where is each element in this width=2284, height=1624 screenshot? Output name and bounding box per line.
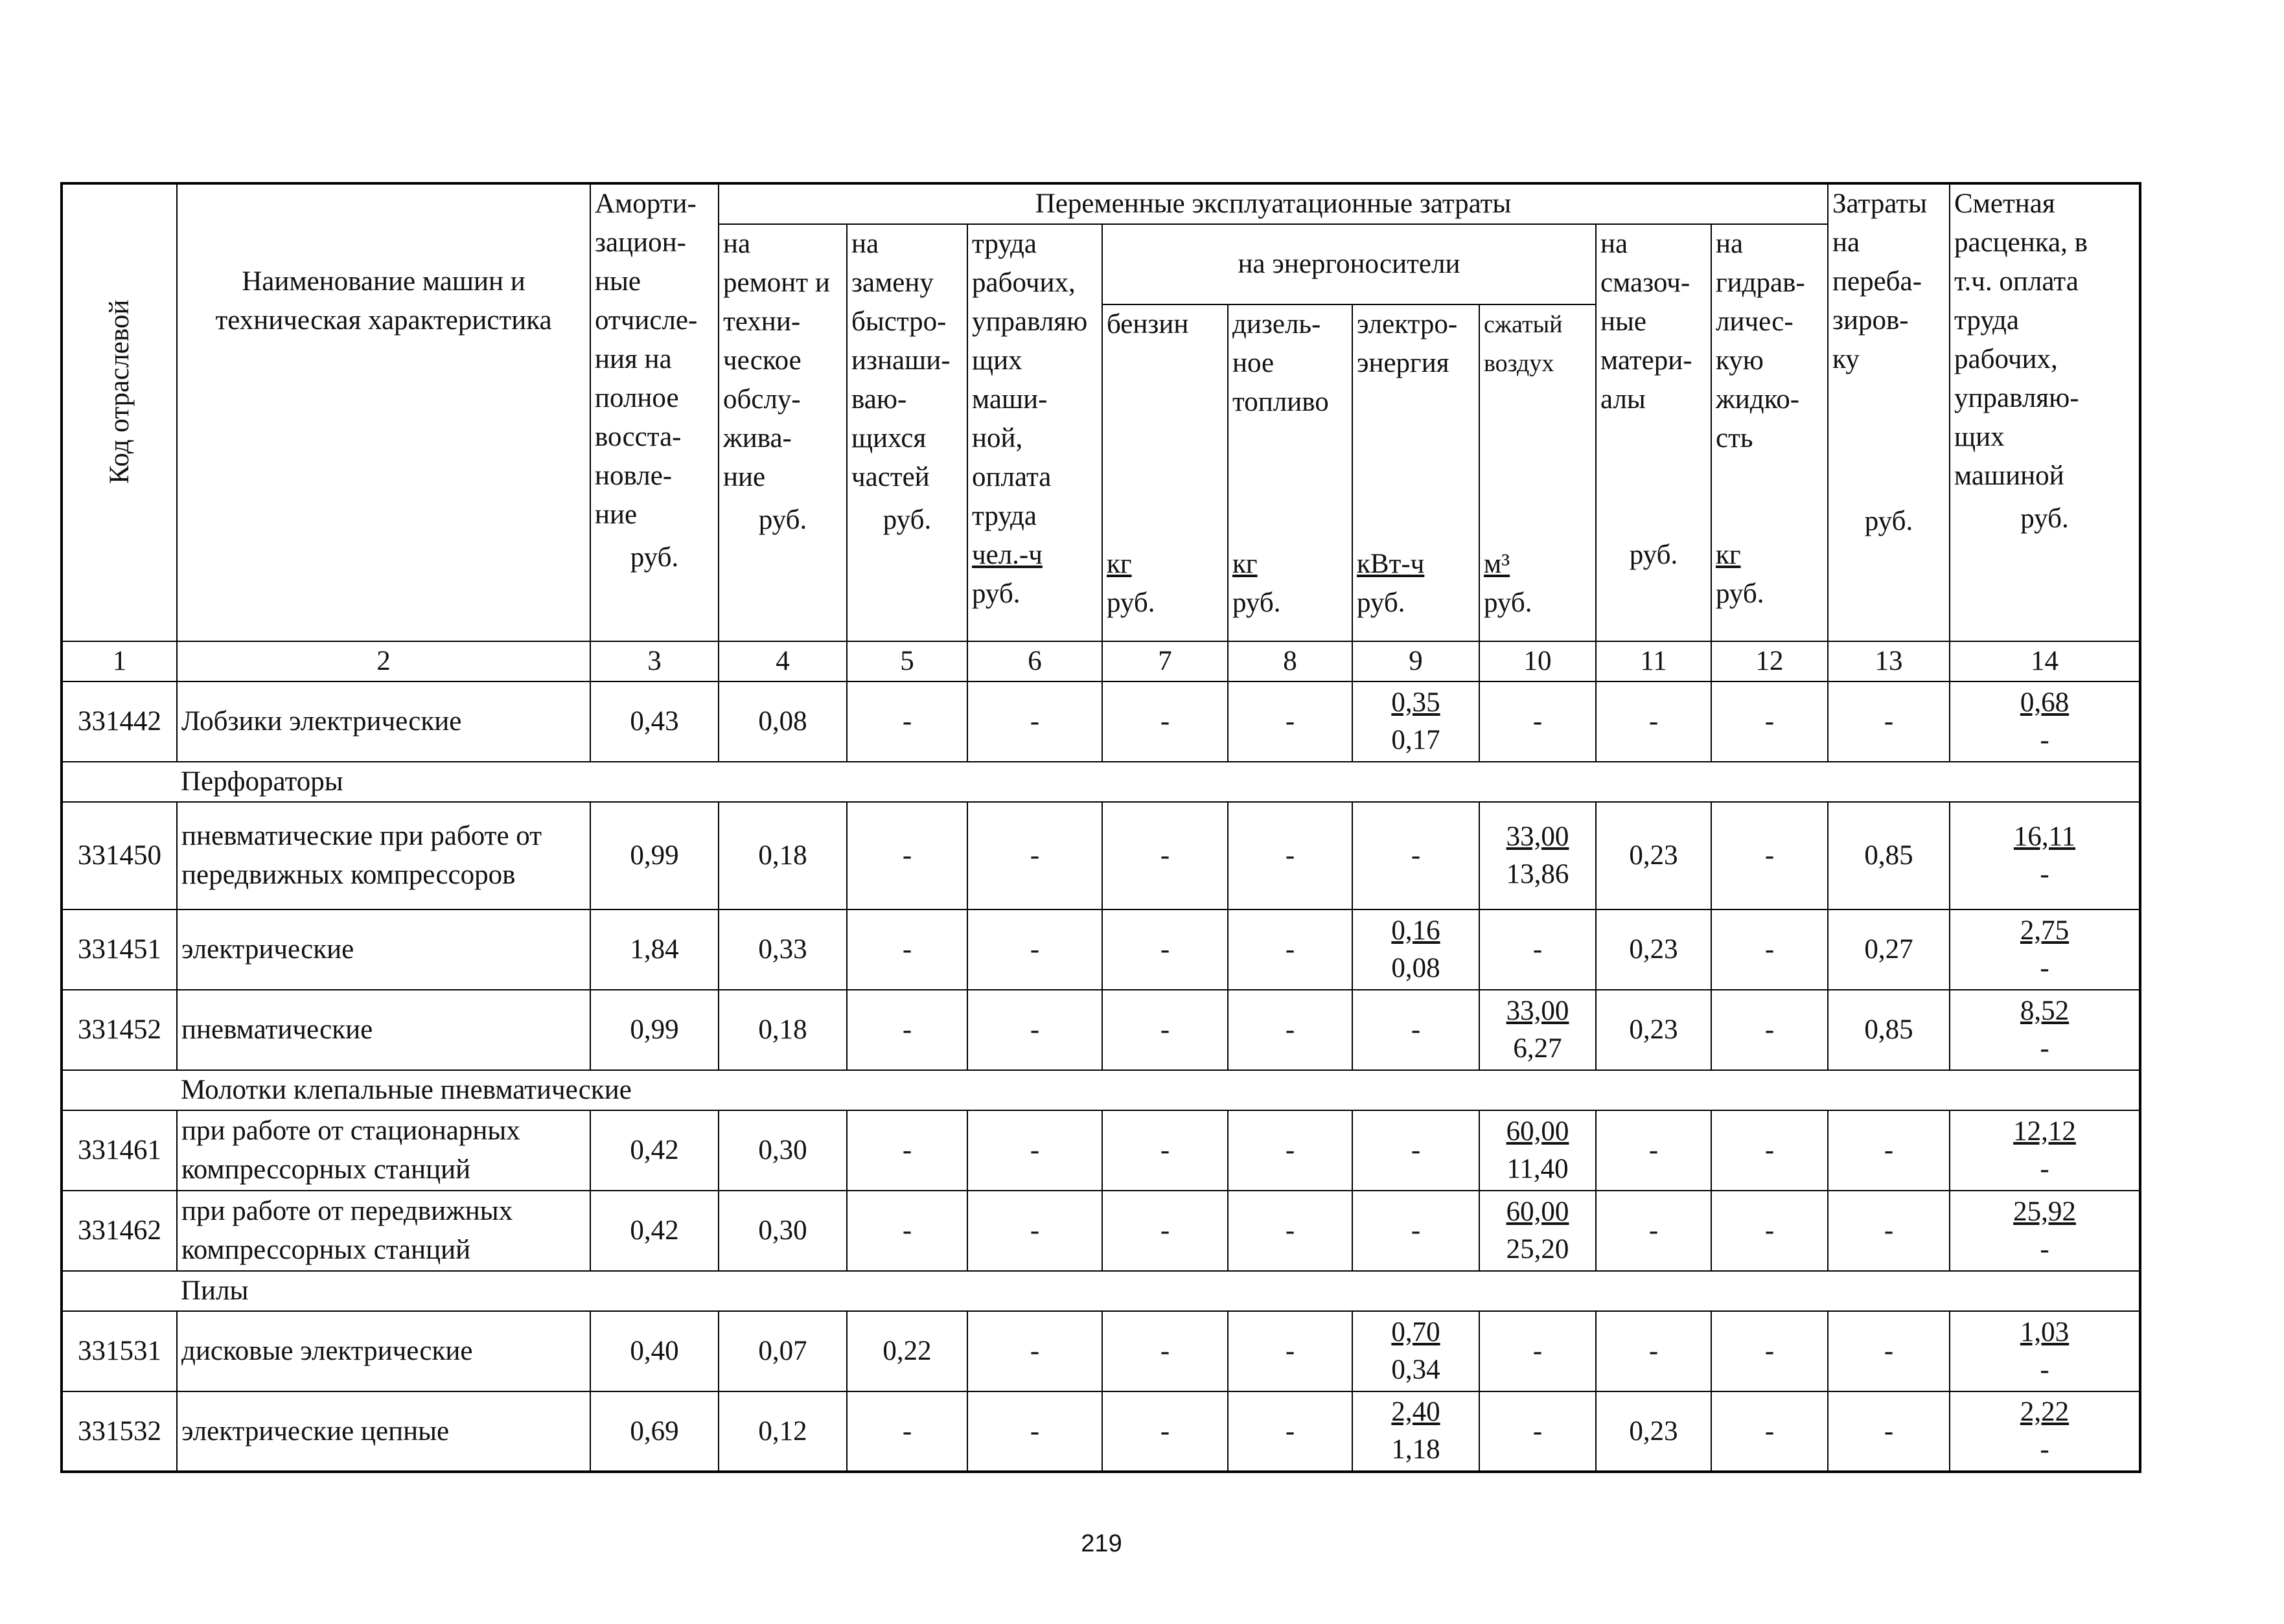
header-diesel-unit: руб.: [1232, 588, 1281, 618]
header-energy: на энергоносители: [1102, 224, 1596, 304]
table-header: [62, 183, 2140, 641]
machine-name: пневматические при работе от передвижных компрессоров: [177, 802, 590, 909]
fraction-bottom: -: [2040, 1354, 2049, 1385]
fraction-bottom: 1,18: [1391, 1434, 1440, 1465]
header-name-label: Наименование машин и техническая характеристика: [215, 266, 552, 336]
header-name: [177, 183, 590, 641]
header-lubricants-unit: руб.: [1629, 540, 1678, 570]
cell-c4: 0,08: [719, 681, 847, 762]
header-variable-costs: Переменные эксплуатационные затраты: [719, 183, 1828, 224]
cell-c11: 0,23: [1596, 1391, 1711, 1472]
column-number: 6: [967, 641, 1102, 681]
fraction-value: [1391, 1314, 1440, 1389]
header-amortization: [590, 183, 719, 641]
cell-c13: 0,27: [1828, 909, 1950, 990]
fraction-value: [2013, 1113, 2076, 1188]
fraction-top: 2,75: [2020, 915, 2070, 946]
header-code: [62, 183, 177, 641]
fraction-top: 0,35: [1391, 687, 1440, 718]
cell-c14: [1950, 1311, 2140, 1391]
cell-c11: 0,23: [1596, 990, 1711, 1070]
fraction-top: 33,00: [1506, 995, 1569, 1026]
header-estimate: [1950, 183, 2140, 641]
fraction-value: [1391, 684, 1440, 759]
cell-c11: -: [1596, 1311, 1711, 1391]
cell-c14: [1950, 681, 2140, 762]
fraction-top: 12,12: [2013, 1115, 2076, 1147]
cell-c3: 0,42: [590, 1110, 719, 1191]
cell-c4: 0,12: [719, 1391, 847, 1472]
cell-c10: -: [1479, 681, 1596, 762]
table-row: [62, 681, 2140, 762]
cell-c5: -: [847, 990, 967, 1070]
cell-c14: [1950, 802, 2140, 909]
group-row: [62, 762, 2140, 802]
header-petrol-label: бензин: [1107, 309, 1189, 339]
cell-c13: -: [1828, 1311, 1950, 1391]
cell-c14: [1950, 909, 2140, 990]
fraction-value: [2014, 818, 2075, 893]
column-number: 1: [62, 641, 177, 681]
header-electricity: [1352, 304, 1479, 641]
cell-c9: [1352, 1391, 1479, 1472]
header-electricity-unit-top: кВт-ч: [1357, 549, 1425, 579]
fraction-bottom: -: [2040, 858, 2049, 889]
cell-c6: -: [967, 802, 1102, 909]
header-repair-unit: руб.: [758, 505, 807, 535]
header-electricity-unit: руб.: [1357, 588, 1405, 618]
header-amortization-unit: руб.: [630, 542, 679, 573]
cell-c14: [1950, 1110, 2140, 1191]
fraction-top: 16,11: [2013, 821, 2076, 852]
column-number: 13: [1828, 641, 1950, 681]
machine-name: при работе от стационарных компрессорных станций: [177, 1110, 590, 1191]
fraction-top: 8,52: [2020, 995, 2070, 1026]
header-relocation-unit: руб.: [1864, 506, 1913, 536]
column-number: 7: [1102, 641, 1228, 681]
header-relocation: [1828, 183, 1950, 641]
fraction-value: [1391, 1393, 1440, 1469]
cell-c4: 0,30: [719, 1110, 847, 1191]
cell-c11: 0,23: [1596, 909, 1711, 990]
header-air-unit: руб.: [1484, 588, 1532, 618]
fraction-top: 1,03: [2020, 1316, 2070, 1347]
cell-c12: -: [1711, 681, 1828, 762]
header-labor-unit-top: чел.-ч: [972, 540, 1043, 570]
machine-name: пневматические: [177, 990, 590, 1070]
cell-c14: [1950, 1191, 2140, 1271]
header-labor: [967, 224, 1102, 641]
column-number: 3: [590, 641, 719, 681]
fraction-top: 0,68: [2020, 687, 2070, 718]
fraction-value: [2020, 684, 2069, 759]
cell-c9: -: [1352, 1191, 1479, 1271]
fraction-top: 25,92: [2013, 1196, 2076, 1227]
cell-c3: 0,42: [590, 1191, 719, 1271]
cell-c3: 0,99: [590, 990, 719, 1070]
cell-c4: 0,18: [719, 990, 847, 1070]
table-row: [62, 909, 2140, 990]
machine-name: Лобзики электрические: [177, 681, 590, 762]
cell-c9: [1352, 681, 1479, 762]
fraction-bottom: 6,27: [1513, 1033, 1562, 1064]
cell-c6: -: [967, 1391, 1102, 1472]
cell-c6: -: [967, 681, 1102, 762]
cell-c14: [1950, 1391, 2140, 1472]
fraction-bottom: -: [2040, 1033, 2049, 1064]
cell-c7: -: [1102, 1391, 1228, 1472]
cell-c9: [1352, 909, 1479, 990]
header-estimate-unit: руб.: [2020, 503, 2069, 534]
cell-c12: -: [1711, 1391, 1828, 1472]
cell-c11: -: [1596, 1191, 1711, 1271]
header-repair-label: на ремонт и техни- ческое обслу- жива- ние: [723, 229, 830, 492]
group-name: Пилы: [177, 1271, 2140, 1311]
cell-c12: -: [1711, 1110, 1828, 1191]
group-code-empty: [62, 1070, 177, 1110]
fraction-value: [2020, 992, 2069, 1068]
fraction-value: [2013, 1193, 2076, 1268]
header-air: [1479, 304, 1596, 641]
header-amortization-label: Аморти- зацион- ные отчисле- ния на полное восста- новле- ние: [595, 189, 698, 530]
group-name: Молотки клепальные пневматические: [177, 1070, 2140, 1110]
fraction-value: [2020, 1393, 2069, 1469]
cell-c6: -: [967, 990, 1102, 1070]
cell-c4: 0,18: [719, 802, 847, 909]
header-lubricants: [1596, 224, 1711, 641]
cell-c9: [1352, 1311, 1479, 1391]
cell-c6: -: [967, 1110, 1102, 1191]
fraction-value: [1506, 992, 1569, 1068]
fraction-bottom: -: [2040, 724, 2049, 755]
column-number: 9: [1352, 641, 1479, 681]
fraction-bottom: 0,17: [1391, 724, 1440, 755]
fraction-bottom: 13,86: [1506, 858, 1569, 889]
header-diesel: [1228, 304, 1352, 641]
header-relocation-label: Затраты на переба- зиров- ку: [1832, 189, 1927, 374]
cell-c7: -: [1102, 681, 1228, 762]
fraction-value: [1506, 1193, 1569, 1268]
cell-c10: [1479, 1191, 1596, 1271]
fraction-bottom: -: [2040, 952, 2049, 983]
table-body: [62, 641, 2140, 1472]
fraction-value: [1391, 912, 1440, 987]
table-row: [62, 1191, 2140, 1271]
machine-code: 331462: [62, 1191, 177, 1271]
group-row: [62, 1271, 2140, 1311]
cell-c8: -: [1228, 990, 1352, 1070]
fraction-bottom: 0,34: [1391, 1354, 1440, 1385]
machine-code: 331461: [62, 1110, 177, 1191]
cell-c7: -: [1102, 990, 1228, 1070]
header-repair: [719, 224, 847, 641]
header-hydraulic-unit-top: кг: [1716, 540, 1741, 570]
column-numbers-row: [62, 641, 2140, 681]
fraction-top: 2,22: [2020, 1397, 2070, 1427]
table-row: [62, 990, 2140, 1070]
header-petrol-unit-top: кг: [1107, 549, 1132, 579]
cell-c13: 0,85: [1828, 990, 1950, 1070]
cell-c9: -: [1352, 990, 1479, 1070]
cell-c5: -: [847, 681, 967, 762]
cell-c5: -: [847, 1191, 967, 1271]
cell-c14: [1950, 990, 2140, 1070]
cell-c8: -: [1228, 1391, 1352, 1472]
cell-c4: 0,30: [719, 1191, 847, 1271]
column-number: 12: [1711, 641, 1828, 681]
cell-c7: -: [1102, 802, 1228, 909]
cell-c5: -: [847, 802, 967, 909]
header-hydraulic: [1711, 224, 1828, 641]
fraction-bottom: -: [2040, 1233, 2049, 1264]
group-row: [62, 1070, 2140, 1110]
cell-c3: 0,99: [590, 802, 719, 909]
cell-c4: 0,07: [719, 1311, 847, 1391]
header-electricity-label: электро- энергия: [1357, 309, 1458, 378]
cell-c10: -: [1479, 1311, 1596, 1391]
cell-c6: -: [967, 1191, 1102, 1271]
machine-name: при работе от передвижных компрессорных станций: [177, 1191, 590, 1271]
cell-c10: -: [1479, 1391, 1596, 1472]
header-labor-label: труда рабочих, управляю щих маши- ной, оплата труда: [972, 229, 1088, 531]
column-number: 11: [1596, 641, 1711, 681]
cell-c5: -: [847, 909, 967, 990]
cell-c6: -: [967, 1311, 1102, 1391]
machine-name: дисковые электрические: [177, 1311, 590, 1391]
cell-c12: -: [1711, 990, 1828, 1070]
group-code-empty: [62, 762, 177, 802]
table-row: [62, 1311, 2140, 1391]
fraction-top: 0,16: [1391, 915, 1440, 946]
machine-code: 331442: [62, 681, 177, 762]
column-number: 2: [177, 641, 590, 681]
cell-c8: -: [1228, 1191, 1352, 1271]
header-parts-label: на замену быстро- изнаши- ваю- щихся частей: [851, 229, 951, 492]
cell-c4: 0,33: [719, 909, 847, 990]
cell-c8: -: [1228, 1110, 1352, 1191]
header-estimate-label: Сметная расценка, в т.ч. оплата труда рабочих, управляю- щих машиной: [1954, 189, 2088, 491]
cell-c8: -: [1228, 681, 1352, 762]
header-air-label: сжатый воздух: [1484, 311, 1563, 377]
cell-c5: -: [847, 1391, 967, 1472]
cell-c12: -: [1711, 1191, 1828, 1271]
header-hydraulic-label: на гидрав- личес- кую жидко- сть: [1716, 229, 1805, 453]
column-number: 4: [719, 641, 847, 681]
group-name: Перфораторы: [177, 762, 2140, 802]
fraction-value: [1506, 818, 1569, 893]
machine-code: 331450: [62, 802, 177, 909]
header-labor-unit: руб.: [972, 578, 1021, 609]
table-row: [62, 802, 2140, 909]
header-petrol: [1102, 304, 1228, 641]
header-hydraulic-unit: руб.: [1716, 578, 1764, 609]
cell-c11: 0,23: [1596, 802, 1711, 909]
fraction-top: 60,00: [1506, 1196, 1569, 1227]
cell-c9: -: [1352, 802, 1479, 909]
cell-c7: -: [1102, 909, 1228, 990]
cell-c13: -: [1828, 1110, 1950, 1191]
cell-c13: -: [1828, 1391, 1950, 1472]
cell-c13: 0,85: [1828, 802, 1950, 909]
machine-code: 331452: [62, 990, 177, 1070]
machine-code: 331451: [62, 909, 177, 990]
fraction-bottom: -: [2040, 1434, 2049, 1465]
header-petrol-unit: руб.: [1107, 588, 1155, 618]
fraction-bottom: 11,40: [1506, 1153, 1569, 1184]
cell-c8: -: [1228, 802, 1352, 909]
fraction-value: [2020, 912, 2069, 987]
cell-c6: -: [967, 909, 1102, 990]
cell-c3: 1,84: [590, 909, 719, 990]
cell-c10: [1479, 802, 1596, 909]
machine-name: электрические цепные: [177, 1391, 590, 1472]
fraction-bottom: -: [2040, 1153, 2049, 1184]
header-parts: [847, 224, 967, 641]
cell-c7: -: [1102, 1110, 1228, 1191]
cell-c10: [1479, 1110, 1596, 1191]
cell-c11: -: [1596, 681, 1711, 762]
header-lubricants-label: на смазоч- ные матери- алы: [1600, 229, 1692, 415]
cell-c7: -: [1102, 1311, 1228, 1391]
header-diesel-unit-top: кг: [1232, 549, 1258, 579]
page-number: 219: [1081, 1530, 1122, 1557]
fraction-bottom: 25,20: [1506, 1233, 1569, 1264]
cell-c13: -: [1828, 1191, 1950, 1271]
column-number: 8: [1228, 641, 1352, 681]
column-number: 14: [1950, 641, 2140, 681]
cell-c5: 0,22: [847, 1311, 967, 1391]
cell-c7: -: [1102, 1191, 1228, 1271]
cell-c13: -: [1828, 681, 1950, 762]
cell-c8: -: [1228, 909, 1352, 990]
header-air-unit-top: м³: [1484, 549, 1510, 579]
column-number: 5: [847, 641, 967, 681]
cell-c12: -: [1711, 1311, 1828, 1391]
column-number: 10: [1479, 641, 1596, 681]
fraction-value: [2020, 1314, 2069, 1389]
cell-c12: -: [1711, 802, 1828, 909]
header-code-label: Код отраслевой: [104, 299, 135, 485]
header-parts-unit: руб.: [882, 505, 932, 535]
fraction-top: 33,00: [1506, 821, 1569, 852]
cell-c3: 0,69: [590, 1391, 719, 1472]
group-code-empty: [62, 1271, 177, 1311]
cell-c3: 0,43: [590, 681, 719, 762]
cell-c5: -: [847, 1110, 967, 1191]
table-row: [62, 1110, 2140, 1191]
cell-c9: -: [1352, 1110, 1479, 1191]
cost-table: [60, 182, 2141, 1473]
fraction-bottom: 0,08: [1391, 952, 1440, 983]
cell-c12: -: [1711, 909, 1828, 990]
fraction-top: 2,40: [1391, 1397, 1440, 1427]
fraction-value: [1506, 1113, 1569, 1188]
cell-c10: [1479, 990, 1596, 1070]
table-row: [62, 1391, 2140, 1472]
fraction-top: 60,00: [1506, 1115, 1569, 1147]
cell-c8: -: [1228, 1311, 1352, 1391]
machine-code: 331531: [62, 1311, 177, 1391]
cell-c3: 0,40: [590, 1311, 719, 1391]
header-diesel-label: дизель- ное топливо: [1232, 309, 1329, 417]
machine-code: 331532: [62, 1391, 177, 1472]
cell-c10: -: [1479, 909, 1596, 990]
cell-c11: -: [1596, 1110, 1711, 1191]
fraction-top: 0,70: [1391, 1316, 1440, 1347]
machine-name: электрические: [177, 909, 590, 990]
